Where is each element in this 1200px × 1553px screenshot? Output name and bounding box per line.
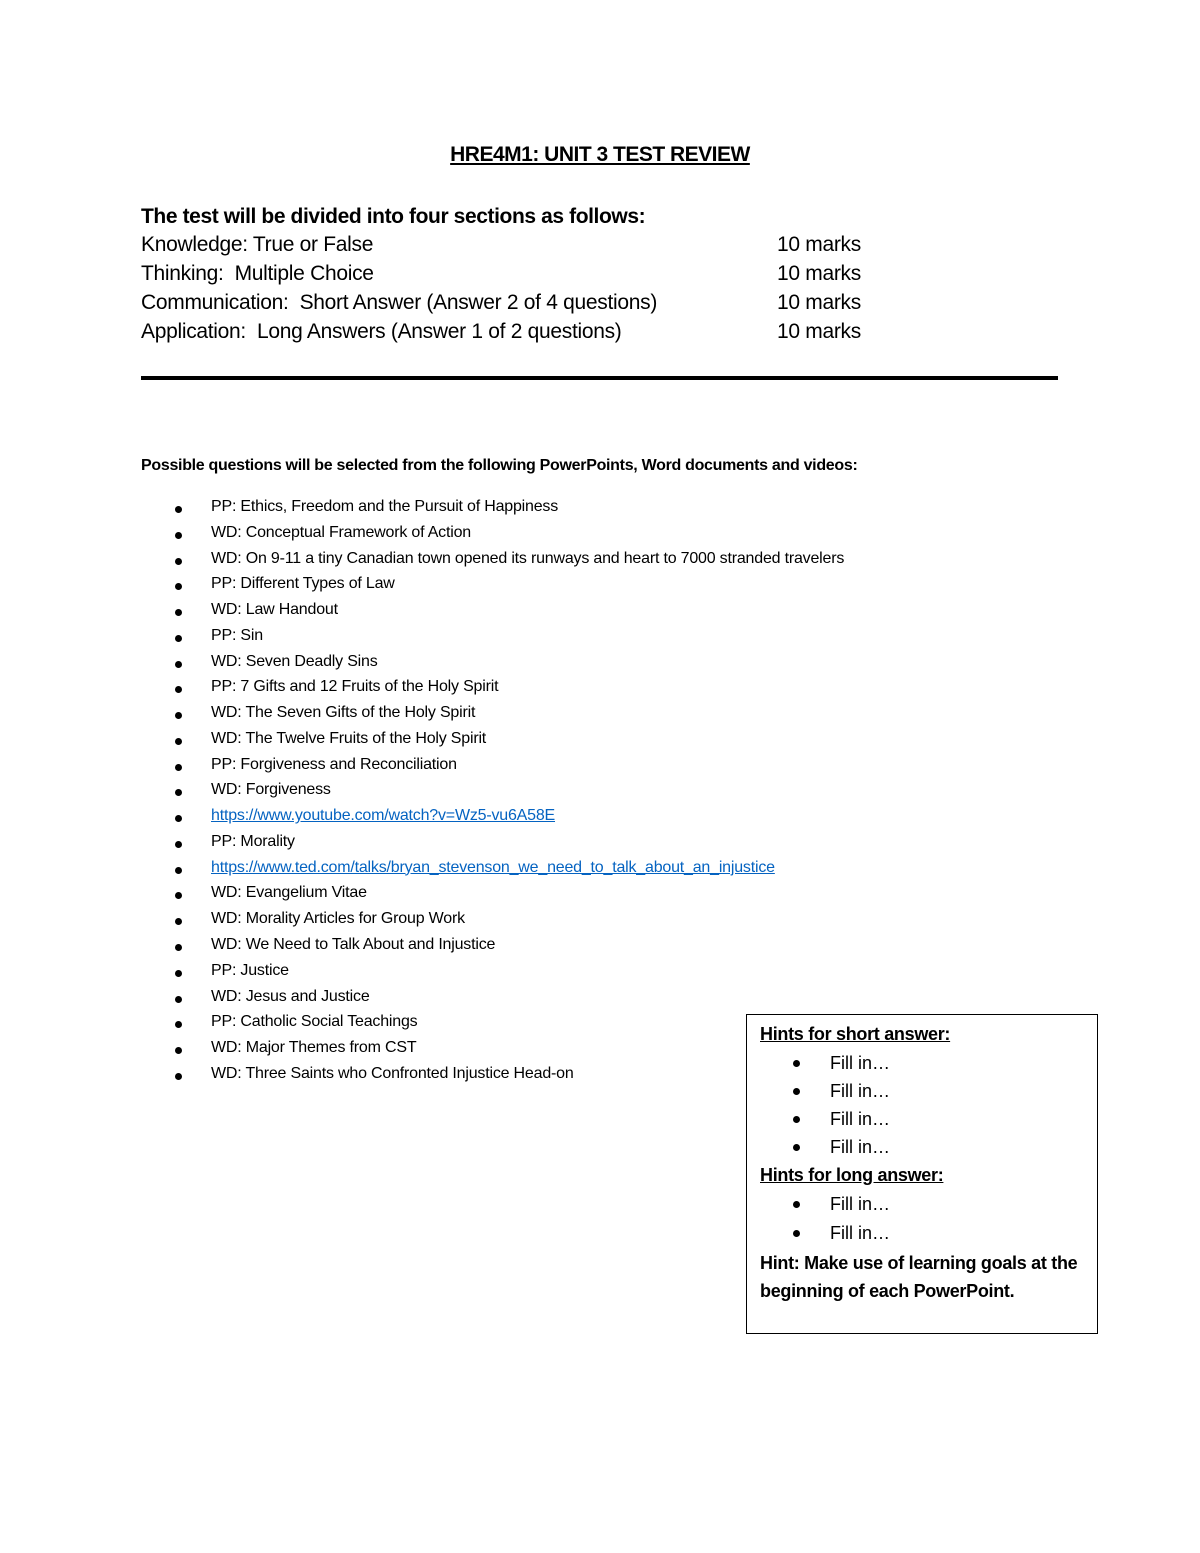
final-hint: Hint: Make use of learning goals at the beginning of each PowerPoint. xyxy=(760,1253,1078,1301)
section-name: Knowledge: True or False xyxy=(141,233,374,256)
hint-text: Fill in… xyxy=(830,1109,891,1129)
source-text: PP: Catholic Social Teachings xyxy=(211,1013,418,1031)
long-answer-hints-heading: Hints for long answer: xyxy=(760,1165,944,1185)
hint-text: Fill in… xyxy=(830,1223,891,1243)
bullet-icon xyxy=(175,1073,182,1080)
section-marks: 10 marks xyxy=(777,233,861,256)
hint-item xyxy=(747,1081,1087,1109)
ted-talk-link[interactable]: https://www.ted.com/talks/bryan_stevenson_we_need_to_talk_about_an_injustice xyxy=(211,858,775,876)
hint-item xyxy=(747,1109,1087,1137)
source-text: PP: Morality xyxy=(211,832,295,850)
section-marks: 10 marks xyxy=(777,291,861,314)
source-text: WD: The Seven Gifts of the Holy Spirit xyxy=(211,704,476,722)
bullet-icon xyxy=(793,1201,800,1208)
bullet-icon xyxy=(175,686,182,693)
section-marks: 10 marks xyxy=(777,320,861,343)
bullet-icon xyxy=(175,789,182,796)
hint-item xyxy=(747,1053,1087,1081)
section-name: Application: Long Answers (Answer 1 of 2 questions) xyxy=(141,320,622,343)
bullet-icon xyxy=(175,841,182,848)
section-name: Thinking: Multiple Choice xyxy=(141,262,374,285)
bullet-icon xyxy=(793,1060,800,1067)
section-name: Communication: Short Answer (Answer 2 of 4 questions) xyxy=(141,291,658,314)
bullet-icon xyxy=(175,558,182,565)
sources-heading: Possible questions will be selected from the following PowerPoints, Word documents and videos: xyxy=(141,457,858,474)
bullet-icon xyxy=(793,1230,800,1237)
source-text: PP: Ethics, Freedom and the Pursuit of Happiness xyxy=(211,498,559,515)
bullet-icon xyxy=(175,661,182,668)
bullet-icon xyxy=(793,1088,800,1095)
bullet-icon xyxy=(175,764,182,771)
source-text: WD: Three Saints who Confronted Injustice Head-on xyxy=(211,1064,574,1082)
section-row-thinking xyxy=(141,262,901,291)
source-text: WD: We Need to Talk About and Injustice xyxy=(211,936,496,954)
bullet-icon xyxy=(175,1021,182,1028)
short-answer-hints-heading: Hints for short answer: xyxy=(760,1024,951,1044)
bullet-icon xyxy=(175,918,182,925)
section-row-communication xyxy=(141,291,901,320)
source-text: WD: Conceptual Framework of Action xyxy=(211,523,471,541)
hint-text: Fill in… xyxy=(830,1081,891,1101)
bullet-icon xyxy=(175,583,182,590)
bullet-icon xyxy=(175,996,182,1003)
section-marks: 10 marks xyxy=(777,262,861,285)
test-intro: The test will be divided into four sections as follows: xyxy=(141,205,646,228)
hint-item xyxy=(747,1194,1087,1222)
source-text: PP: 7 Gifts and 12 Fruits of the Holy Spirit xyxy=(211,678,499,696)
source-text: WD: Evangelium Vitae xyxy=(211,884,367,902)
bullet-icon xyxy=(175,1047,182,1054)
bullet-icon xyxy=(175,609,182,616)
bullet-icon xyxy=(793,1144,800,1151)
bullet-icon xyxy=(175,712,182,719)
source-text: WD: The Twelve Fruits of the Holy Spirit xyxy=(211,729,487,747)
page-title: HRE4M1: UNIT 3 TEST REVIEW xyxy=(450,143,750,166)
bullet-icon xyxy=(175,892,182,899)
bullet-icon xyxy=(175,738,182,745)
bullet-icon xyxy=(175,635,182,642)
source-text: WD: Forgiveness xyxy=(211,781,331,799)
bullet-icon xyxy=(175,532,182,539)
bullet-icon xyxy=(175,867,182,874)
hint-item xyxy=(747,1223,1087,1251)
source-text: WD: Jesus and Justice xyxy=(211,987,370,1005)
source-text: PP: Justice xyxy=(211,961,289,979)
source-text: WD: Seven Deadly Sins xyxy=(211,652,378,670)
hints-box xyxy=(746,1014,1098,1334)
bullet-icon xyxy=(175,506,182,513)
hint-item xyxy=(747,1137,1087,1165)
hint-text: Fill in… xyxy=(830,1194,891,1214)
bullet-icon xyxy=(175,944,182,951)
source-text: PP: Different Types of Law xyxy=(211,575,395,593)
source-text: PP: Sin xyxy=(211,626,263,644)
section-row-knowledge xyxy=(141,233,901,262)
source-text: PP: Forgiveness and Reconciliation xyxy=(211,755,457,773)
source-text: WD: Law Handout xyxy=(211,601,338,619)
hint-text: Fill in… xyxy=(830,1137,891,1157)
bullet-icon xyxy=(175,970,182,977)
source-text: WD: Morality Articles for Group Work xyxy=(211,910,465,928)
bullet-icon xyxy=(793,1116,800,1123)
section-row-application xyxy=(141,320,901,349)
horizontal-divider xyxy=(141,376,1058,380)
youtube-link[interactable]: https://www.youtube.com/watch?v=Wz5-vu6A58E xyxy=(211,807,556,825)
source-text: WD: On 9-11 a tiny Canadian town opened its runways and heart to 7000 stranded travelers xyxy=(211,549,845,567)
bullet-icon xyxy=(175,815,182,822)
hint-text: Fill in… xyxy=(830,1053,891,1073)
source-text: WD: Major Themes from CST xyxy=(211,1039,417,1057)
